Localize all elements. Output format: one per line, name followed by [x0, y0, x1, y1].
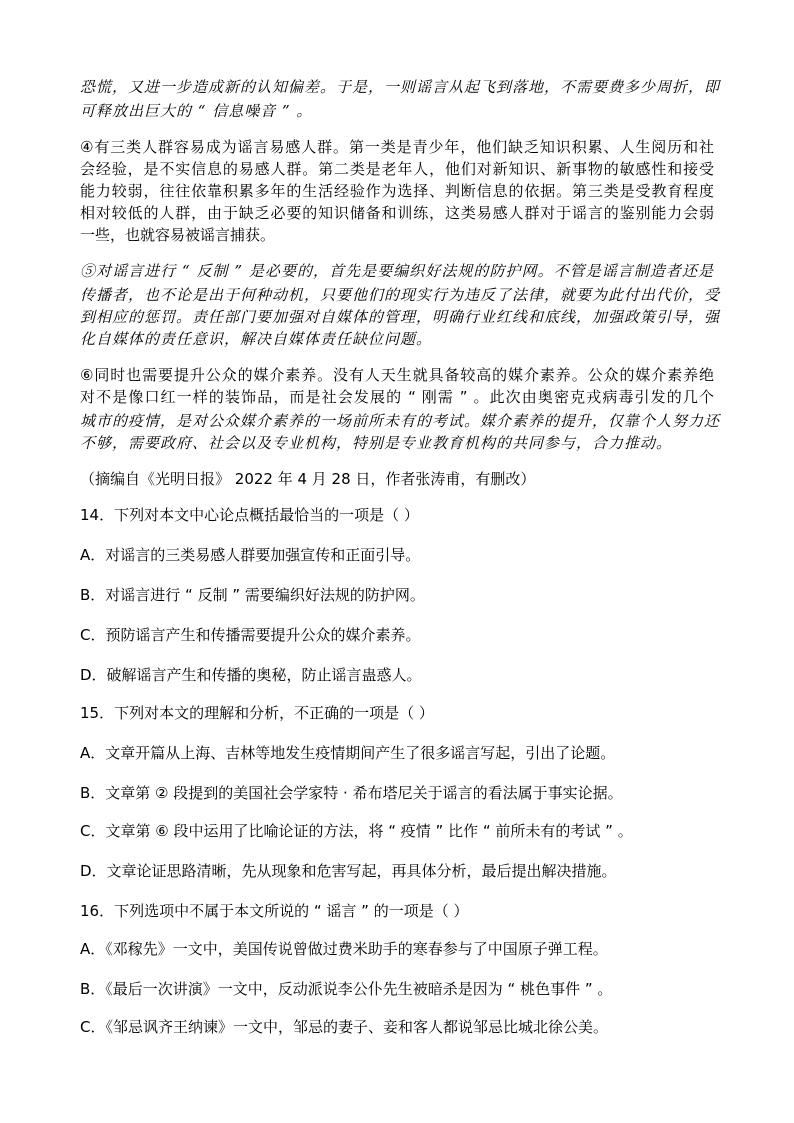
question-16-option-a: A．《邓稼先》一文中，美国传说曾做过费米助手的寒春参与了中国原子弹工程。	[80, 940, 608, 958]
question-15-option-d: D．文章论证思路清晰，先从现象和危害写起，再具体分析，最后提出解决措施。	[80, 862, 617, 880]
paragraph-6-line: 不够，需要政府、社会以及专业机构，特别是专业教育机构的共同参与，合力推动。	[80, 434, 673, 452]
paragraph-6-line: ⑥同时也需要提升公众的媒介素养。没有人天生就具备较高的媒介素养。公众的媒介素养绝	[80, 366, 714, 384]
paragraph-5-line: 传播者，也不论是出于何种动机，只要他们的现实行为违反了法律，就要为此付出代价，受	[80, 286, 721, 304]
question-14-option-d: D．破解谣言产生和传播的奥秘，防止谣言蛊惑人。	[80, 666, 422, 684]
question-14-option-c: C．预防谣言产生和传播需要提升公众的媒介素养。	[80, 626, 421, 644]
question-15-stem: 15．下列对本文的理解和分析，不正确的一项是（ ）	[80, 704, 434, 722]
paragraph-4-line: 能力较弱，往往依靠积累多年的生活经验作为选择、判断信息的依据。第三类是受教育程度	[80, 182, 714, 200]
question-14-stem: 14．下列对本文中心论点概括最恰当的一项是（ ）	[80, 506, 419, 524]
paragraph-4-line: 一些，也就容易被谣言捕获。	[80, 226, 276, 244]
paragraph-5-line: 化自媒体的责任意识，解决自媒体责任缺位问题。	[80, 330, 433, 348]
question-15-option-a: A．文章开篇从上海、吉林等地发生疫情期间产生了很多谣言写起，引出了论题。	[80, 744, 616, 762]
source-citation: （摘编自《光明日报》 2022 年 4 月 28 日，作者张涛甫，有删改）	[80, 470, 536, 488]
paragraph-5-line: 到相应的惩罚。责任部门要加强对自媒体的管理，明确行业红线和底线，加强政策引导，强	[80, 308, 721, 326]
paragraph-3-line: 恐慌，又进一步造成新的认知偏差。于是，一则谣言从起飞到落地，不需要费多少周折，即	[80, 78, 721, 96]
paragraph-4-line: 相对较低的人群，由于缺乏必要的知识储备和训练，这类易感人群对于谣言的鉴别能力会弱	[80, 204, 714, 222]
paragraph-5-line: ⑤对谣言进行 “ 反制 ” 是必要的，首先是要编织好法规的防护网。不管是谣言制造者还是	[80, 262, 714, 280]
paragraph-3-line: 可释放出巨大的 “ 信息噪音 ” 。	[80, 102, 313, 120]
question-15-option-c: C．文章第 ⑥ 段中运用了比喻论证的方法，将 “ 疫情 ” 比作 “ 前所未有的考试 ” 。	[80, 822, 633, 840]
question-14-option-b: B．对谣言进行 “ 反制 ” 需要编织好法规的防护网。	[80, 586, 425, 604]
question-16-stem: 16．下列选项中不属于本文所说的 “ 谣言 ” 的一项是（ ）	[80, 902, 469, 920]
paragraph-4-line: ④有三类人群容易成为谣言易感人群。第一类是青少年，他们缺乏知识积累、人生阅历和社	[80, 138, 714, 156]
paragraph-4-line: 会经验，是不实信息的易感人群。第二类是老年人，他们对新知识、新事物的敏感性和接受	[80, 160, 714, 178]
question-15-option-b: B．文章第 ② 段提到的美国社会学家特 · 希布塔尼关于谣言的看法属于事实论据。	[80, 784, 623, 802]
question-16-option-b: B．《最后一次讲演》一文中，反动派说李公仆先生被暗杀是因为 “ 桃色事件 ” 。	[80, 980, 613, 998]
paragraph-6-line: 城市的疫情，是对公众媒介素养的一场前所未有的考试。媒介素养的提升，仅靠个人努力还	[80, 412, 721, 430]
question-14-option-a: A．对谣言的三类易感人群要加强宣传和正面引导。	[80, 546, 421, 564]
paragraph-6-line: 对不是像口红一样的装饰品，而是社会发展的 “ 刚需 ” 。此次由奥密克戎病毒引发的几个	[80, 388, 714, 406]
question-16-option-c: C．《邹忌讽齐王纳谏》一文中，邹忌的妻子、妾和客人都说邹忌比城北徐公美。	[80, 1018, 608, 1036]
